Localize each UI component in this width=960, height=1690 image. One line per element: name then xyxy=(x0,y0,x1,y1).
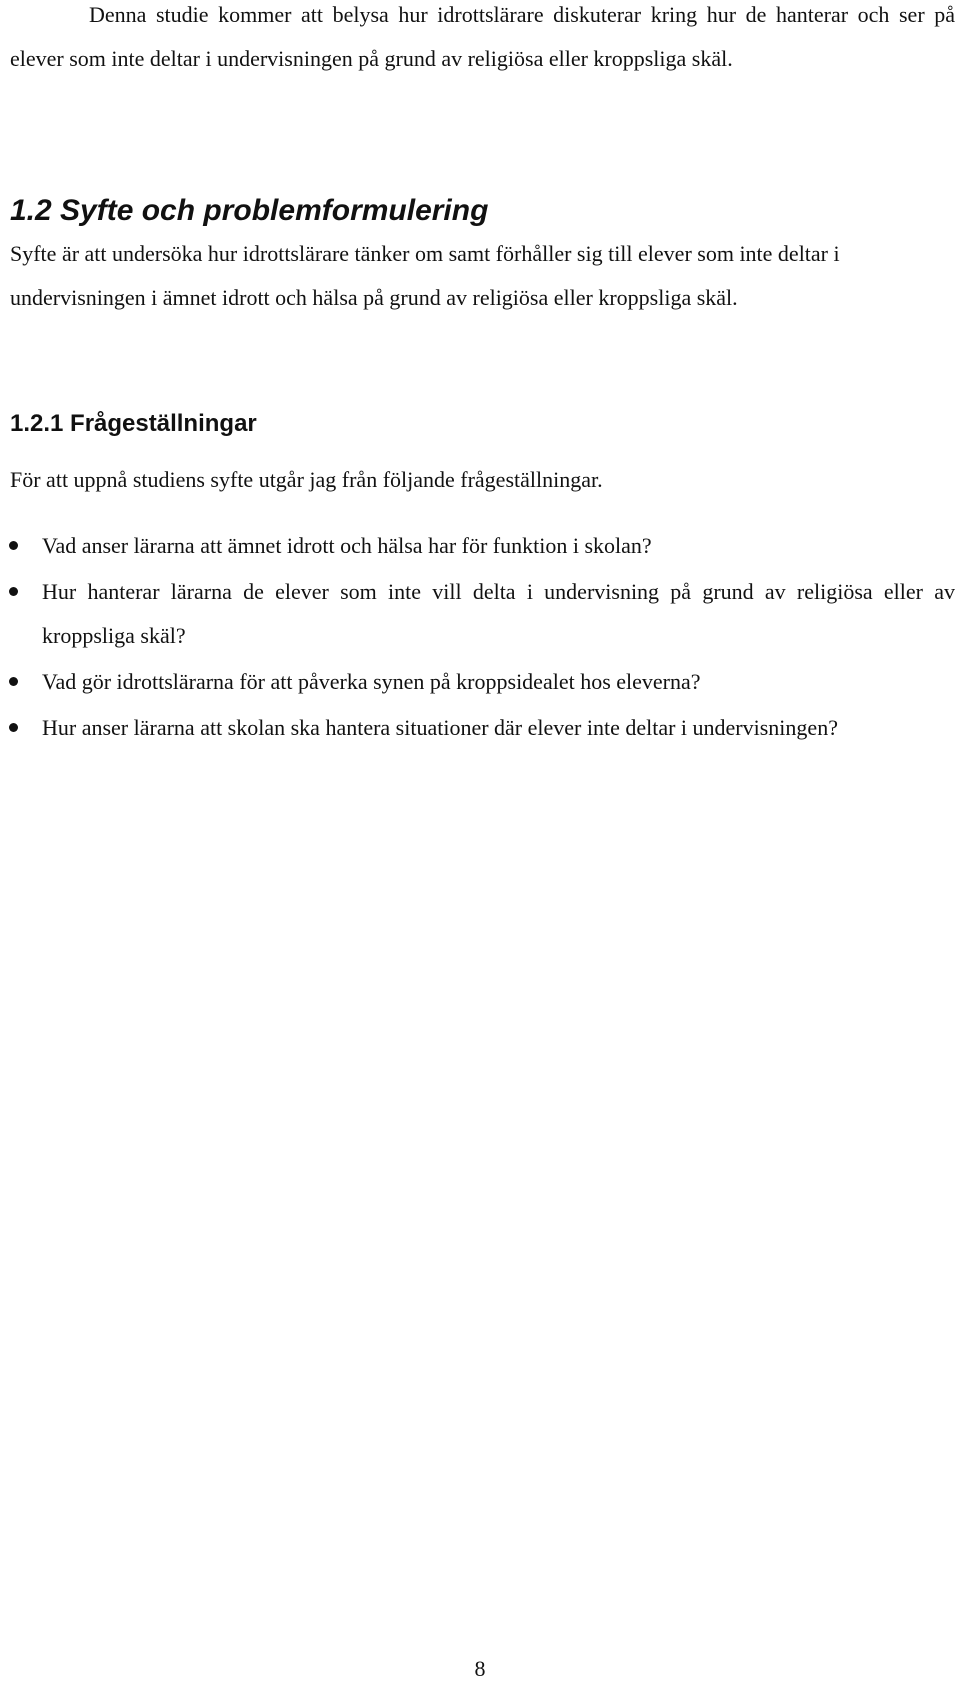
questions-lead-paragraph: För att uppnå studiens syfte utgår jag från följande frågeställningar. xyxy=(10,467,603,492)
list-item xyxy=(0,660,955,704)
list-item xyxy=(0,570,955,658)
list-item xyxy=(0,524,955,568)
research-questions-list xyxy=(0,524,960,752)
subsection-heading-fragestallningar: 1.2.1 Frågeställningar xyxy=(10,410,257,437)
bullet-icon xyxy=(9,587,18,596)
purpose-paragraph: Syfte är att undersöka hur idrottslärare tänker om samt förhåller sig till elever som inte deltar i undervisningen i ämnet idrott och hälsa på grund av religiösa eller kroppsliga skäl. xyxy=(10,241,840,310)
bullet-icon xyxy=(9,541,18,550)
page-number: 8 xyxy=(474,1656,486,1681)
question-text: Vad gör idrottslärarna för att påverka synen på kroppsidealet hos eleverna? xyxy=(42,669,701,694)
bullet-icon xyxy=(9,677,18,686)
list-item xyxy=(0,706,955,750)
intro-paragraph: Denna studie kommer att belysa hur idrottslärare diskuterar kring hur de hanterar och ser på elever som inte deltar i undervisningen på grund av religiösa eller kroppsliga skäl. xyxy=(10,2,955,71)
question-text: Vad anser lärarna att ämnet idrott och hälsa har för funktion i skolan? xyxy=(42,533,652,558)
section-heading-syfte: 1.2 Syfte och problemformulering xyxy=(10,194,489,227)
bullet-icon xyxy=(9,723,18,732)
question-text: Hur anser lärarna att skolan ska hantera situationer där elever inte deltar i undervisningen? xyxy=(42,715,838,740)
question-text: Hur hanterar lärarna de elever som inte vill delta i undervisning på grund av religiösa eller av kroppsliga skäl? xyxy=(42,579,955,648)
